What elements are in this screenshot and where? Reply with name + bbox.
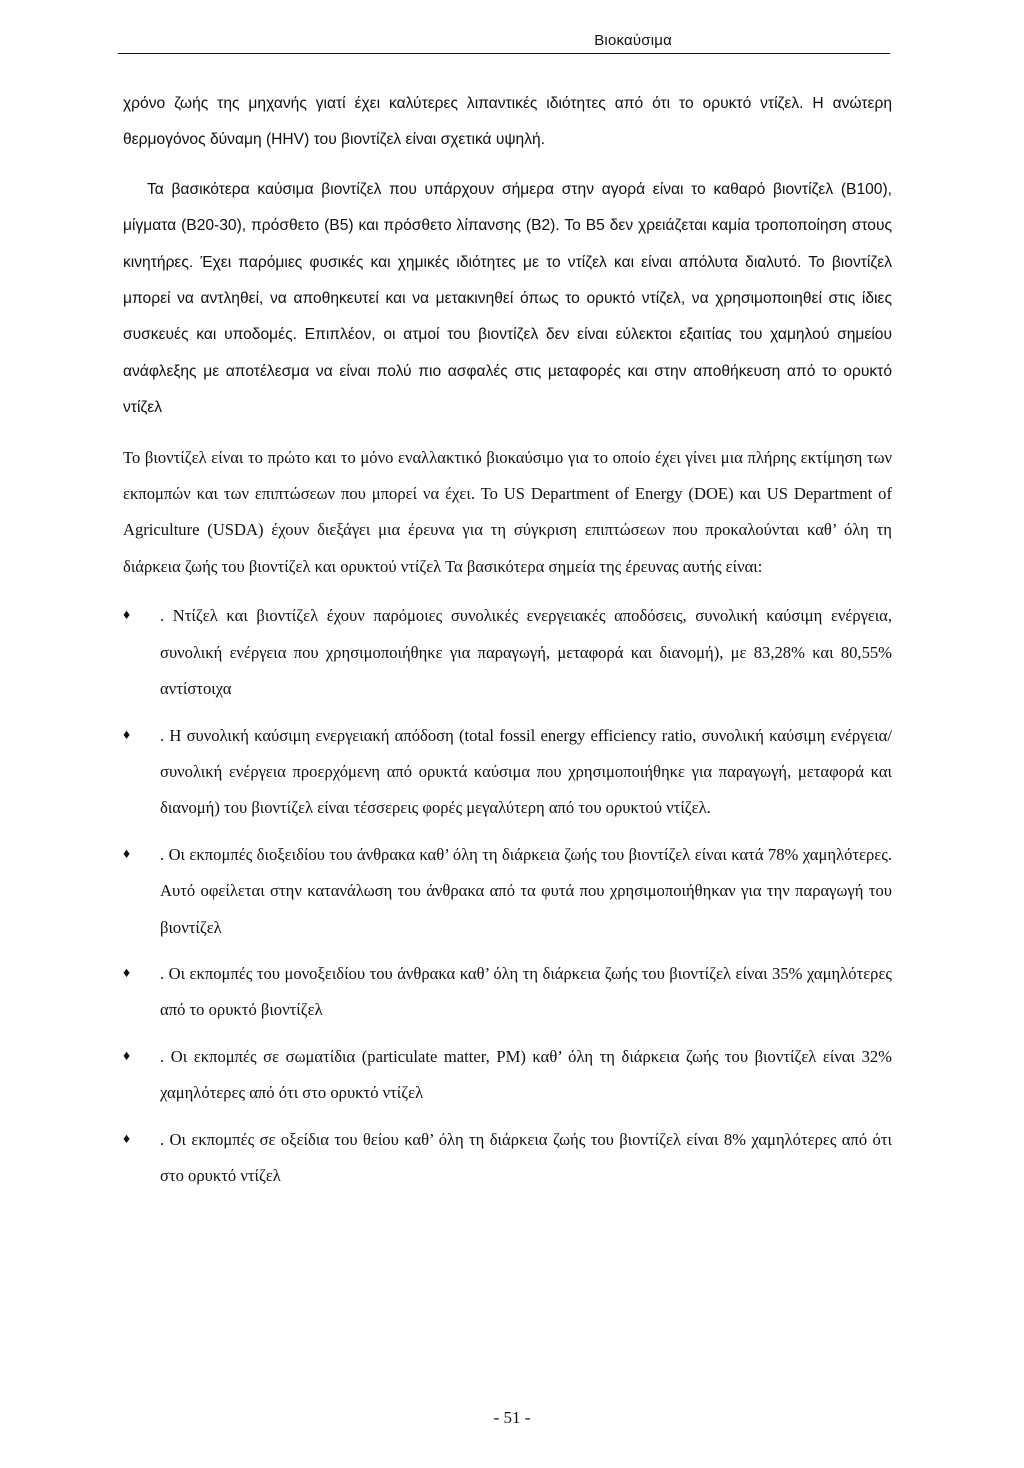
list-item bbox=[123, 598, 892, 707]
list-item-text: . Οι εκπομπές του μονοξειδίου του άνθρακα καθ’ όλη τη διάρκεια ζωής του βιοντίζελ είναι 35% χαμηλότερες από το ορυκτό βιοντίζελ bbox=[160, 963, 892, 1020]
page-number: - 51 - bbox=[493, 1408, 531, 1427]
paragraph-gap bbox=[123, 427, 892, 440]
diamond-bullet-icon: ♦ bbox=[123, 1131, 131, 1147]
list-item-text: . Η συνολική καύσιμη ενεργειακή απόδοση (total fossil energy efficiency ratio, συνολική καύσιμη ενέργεια/ συνολική ενέργεια προερχόμενη από ορυκτά καύσιμα που χρησιμοποιήθηκε για παραγωγή, μεταφορά και διανομή) του βιοντίζελ είναι τέσσερεις φορές μεγαλύτερη από του ορυκτού ντίζελ. bbox=[160, 725, 892, 818]
diamond-bullet-icon: ♦ bbox=[123, 608, 131, 624]
list-item bbox=[123, 956, 892, 1029]
diamond-bullet-icon: ♦ bbox=[123, 727, 131, 743]
list-item bbox=[123, 718, 892, 827]
header-rule bbox=[118, 53, 890, 54]
list-item bbox=[123, 837, 892, 946]
paragraph-continued: χρόνο ζωής της μηχανής γιατί έχει καλύτερες λιπαντικές ιδιότητες από ότι το ορυκτό ντίζελ. Η ανώτερη θερμογόνος δύναμη (HHV) του βιοντίζελ είναι σχετικά υψηλή. bbox=[123, 95, 892, 149]
document-body bbox=[123, 86, 892, 1204]
list-item-text: . Οι εκπομπές σε σωματίδια (particulate matter, PM) καθ’ όλη τη διάρκεια ζωής του βιοντίζελ είναι 32% χαμηλότερες από ότι στο ορυκτό ντίζελ bbox=[160, 1046, 892, 1103]
paragraph-biodiesel-fuels: Τα βασικότερα καύσιμα βιοντίζελ που υπάρχουν σήμερα στην αγορά είναι το καθαρό βιοντίζελ (Β100), μίγματα (Β20-30), πρόσθετο (Β5) και πρόσθετο λίπανσης (Β2). Το Β5 δεν χρειάζεται καμία τροποποίηση στους κινητήρες. Έχει παρόμιες φυσικές και χημικές ιδιότητες με το ντίζελ και είναι απόλυτα διαλυτό. Το βιοντίζελ μπορεί να αντληθεί, να αποθηκευτεί και να μετακινηθεί όπως το ορυκτό ντίζελ, να χρησιμοποιηθεί στις ίδιες συσκευές και υποδομές. Επιπλέον, οι ατμοί του βιοντίζελ δεν είναι εύλεκτοι εξαιτίας του χαμηλού σημείου ανάφλεξης με αποτέλεσμα να είναι πολύ πιο ασφαλές στις μεταφορές και στην αποθήκευση από το ορυκτό ντίζελ bbox=[123, 180, 892, 417]
paragraph-study-intro: Το βιοντίζελ είναι το πρώτο και το μόνο εναλλακτικό βιοκαύσιμο για το οποίο έχει γίνει μια πλήρης εκτίμηση των εκπομπών και των επιπτώσεων που μπορεί να έχει. Το US Department of Energy (DOE) και US Department of Agriculture (USDA) έχουν διεξάγει μια έρευνα για τη σύγκριση επιπτώσεων που προκαλούνται καθ’ όλη τη διάρκεια ζωής του βιοντίζελ και ορυκτού ντίζελ Τα βασικότερα σημεία της έρευνας αυτής είναι: bbox=[123, 447, 892, 576]
diamond-bullet-icon: ♦ bbox=[123, 846, 131, 862]
running-header-title: Βιοκαύσιμα bbox=[594, 32, 672, 49]
paragraph-gap bbox=[123, 585, 892, 598]
list-item-text: . Ντίζελ και βιοντίζελ έχουν παρόμοιες συνολικές ενεργειακές αποδόσεις, συνολική καύσιμη ενέργεια, συνολική ενέργεια που χρησιμοποιήθηκε για παραγωγή, μεταφορά και διανομή), με 83,28% και 80,55% αντίστοιχα bbox=[160, 606, 892, 699]
diamond-bullet-icon: ♦ bbox=[123, 965, 131, 981]
list-item bbox=[123, 1122, 892, 1195]
page-header bbox=[118, 28, 890, 54]
study-findings-list bbox=[123, 598, 892, 1194]
diamond-bullet-icon: ♦ bbox=[123, 1048, 131, 1064]
paragraph-gap bbox=[123, 159, 892, 172]
list-item-text: . Οι εκπομπές σε οξείδια του θείου καθ’ όλη τη διάρκεια ζωής του βιοντίζελ είναι 8% χαμηλότερες από ότι στο ορυκτό ντίζελ bbox=[160, 1129, 892, 1185]
list-item bbox=[123, 1039, 892, 1112]
list-item-text: . Οι εκπομπές διοξειδίου του άνθρακα καθ’ όλη τη διάρκεια ζωής του βιοντίζελ είναι κατά 78% χαμηλότερες. Αυτό οφείλεται στην κατανάλωση του άνθρακα από τα φυτά που χρησιμοποιήθηκαν για την παραγωγή του βιοντίζελ bbox=[160, 844, 892, 937]
